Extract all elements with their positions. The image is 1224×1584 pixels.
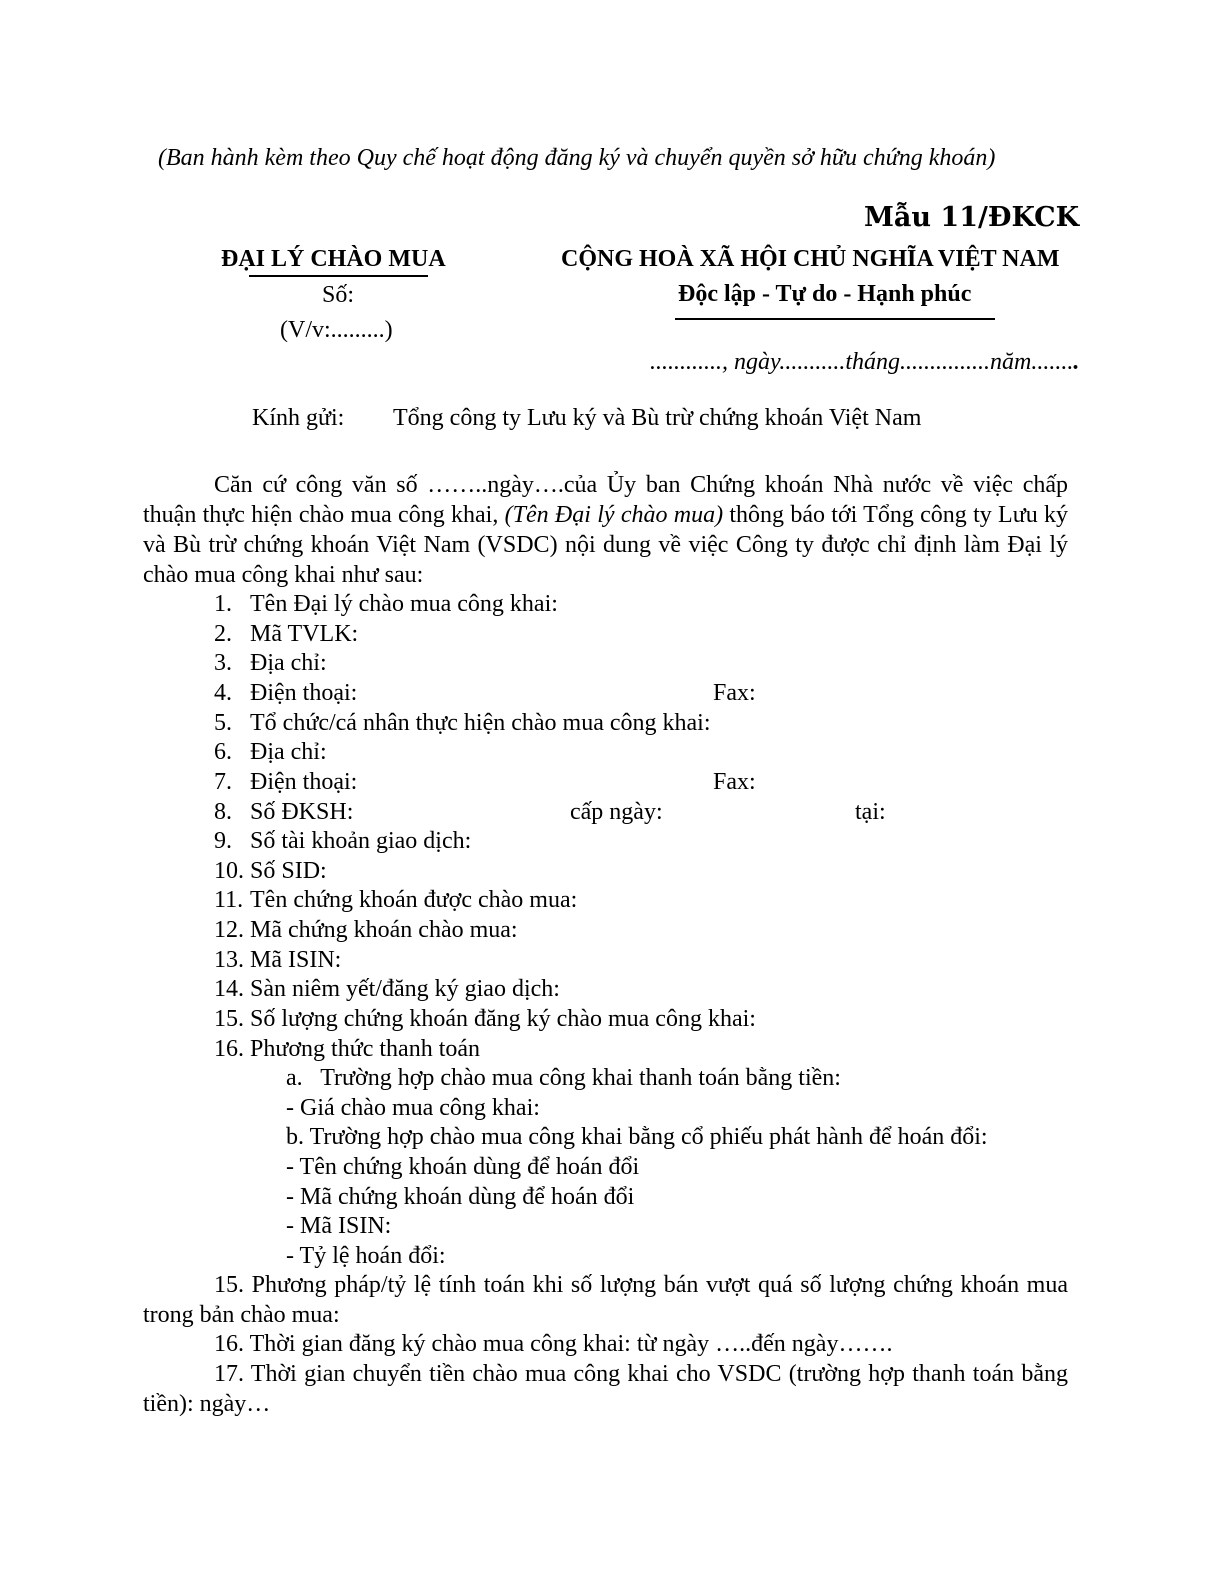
item-number: 9. [214, 828, 232, 854]
sub-item: - Mã chứng khoán dùng để hoán đổi [286, 1184, 635, 1210]
item-number: 7. [214, 769, 232, 795]
date-line-text: ............, ngày...........tháng...............năm....... [650, 349, 1074, 375]
item-number: 4. [214, 680, 232, 706]
country-name: CỘNG HOÀ XÃ HỘI CHỦ NGHĨA VIỆT NAM [561, 246, 1060, 272]
date-line [650, 347, 1079, 377]
list-item [214, 797, 914, 827]
closing-paragraph: 17. Thời gian chuyển tiền chào mua công khai cho VSDC (trường hợp thanh toán bằng tiền): ngày… [143, 1361, 1068, 1417]
item-number: 13. [214, 947, 244, 973]
agent-title-underline [249, 275, 428, 277]
item-number: 12. [214, 917, 244, 943]
item-text: Mã ISIN: [250, 947, 342, 973]
item-text: Số ĐKSH: [250, 799, 354, 825]
fax-label: Fax: [713, 680, 756, 706]
date-line-period: . [1073, 349, 1080, 375]
item-text: Địa chỉ: [250, 739, 327, 765]
item-text: Mã chứng khoán chào mua: [250, 917, 518, 943]
item-number: 11. [214, 887, 244, 913]
agent-title: ĐẠI LÝ CHÀO MUA [221, 246, 446, 272]
item-text: Địa chỉ: [250, 650, 327, 676]
item-number: 10. [214, 858, 244, 884]
list-item [214, 678, 814, 708]
sub-item: - Tỷ lệ hoán đổi: [286, 1243, 446, 1269]
agent-name-placeholder: (Tên Đại lý chào mua) [504, 502, 724, 528]
item-text: Sàn niêm yết/đăng ký giao dịch: [250, 976, 560, 1002]
sub-item: - Tên chứng khoán dùng để hoán đổi [286, 1154, 640, 1180]
item-number: 15. [214, 1006, 244, 1032]
recipient-label: Kính gửi: [252, 405, 345, 431]
item-text: Số lượng chứng khoán đăng ký chào mua công khai: [250, 1006, 756, 1032]
number-label: Số: [322, 282, 355, 308]
list-item [214, 767, 814, 797]
item-text: Tên chứng khoán được chào mua: [250, 887, 578, 913]
intro-text-2: thông báo tới Tổng công ty Lưu ký và Bù trừ chứng khoán Việt Nam (VSDC) nội dung về việc Công ty được chỉ định làm Đại lý chào mua công khai như sau: [143, 502, 1068, 588]
sub-item: - Giá chào mua công khai: [286, 1095, 540, 1121]
item-number: 8. [214, 799, 232, 825]
intro-text-1: Căn cứ công văn số ……..ngày….của Ủy ban Chứng khoán Nhà nước về việc chấp thuận thực hiện chào mua công khai, [143, 472, 1068, 528]
recipient-name: Tổng công ty Lưu ký và Bù trừ chứng khoán Việt Nam [393, 405, 922, 431]
item-text: Tổ chức/cá nhân thực hiện chào mua công khai: [250, 710, 711, 736]
sub-item: b. Trường hợp chào mua công khai bằng cổ phiếu phát hành để hoán đổi: [286, 1124, 988, 1150]
intro-paragraph [143, 470, 1068, 590]
item-number: 16. [214, 1036, 244, 1062]
item-text: Phương thức thanh toán [250, 1036, 481, 1062]
item-text: Điện thoại: [250, 680, 358, 706]
item-text: Mã TVLK: [250, 621, 359, 647]
subject-label: (V/v:.........) [280, 317, 393, 343]
item-number: 6. [214, 739, 232, 765]
form-code: Mẫu 11/ĐKCK [864, 202, 1080, 233]
issue-place-label: tại: [855, 799, 886, 825]
issue-date-label: cấp ngày: [570, 799, 663, 825]
item-number: 14. [214, 976, 244, 1002]
item-text: Số SID: [250, 858, 327, 884]
fax-label: Fax: [713, 769, 756, 795]
item-number: 5. [214, 710, 232, 736]
issued-note: (Ban hành kèm theo Quy chế hoạt động đăng ký và chuyển quyền sở hữu chứng khoán) [158, 145, 996, 171]
item-text: Số tài khoản giao dịch: [250, 828, 472, 854]
item-text: Điện thoại: [250, 769, 358, 795]
item-number: 1. [214, 591, 232, 617]
closing-paragraph: 16. Thời gian đăng ký chào mua công khai: từ ngày …..đến ngày……. [214, 1331, 893, 1357]
motto: Độc lập - Tự do - Hạnh phúc [678, 281, 972, 307]
item-text: Tên Đại lý chào mua công khai: [250, 591, 558, 617]
sub-item: a. Trường hợp chào mua công khai thanh toán bằng tiền: [286, 1065, 841, 1091]
item-number: 2. [214, 621, 232, 647]
motto-underline [675, 318, 995, 320]
item-number: 3. [214, 650, 232, 676]
closing-paragraph: 15. Phương pháp/tỷ lệ tính toán khi số lượng bán vượt quá số lượng chứng khoán mua trong bản chào mua: [143, 1272, 1068, 1328]
sub-item: - Mã ISIN: [286, 1213, 392, 1239]
